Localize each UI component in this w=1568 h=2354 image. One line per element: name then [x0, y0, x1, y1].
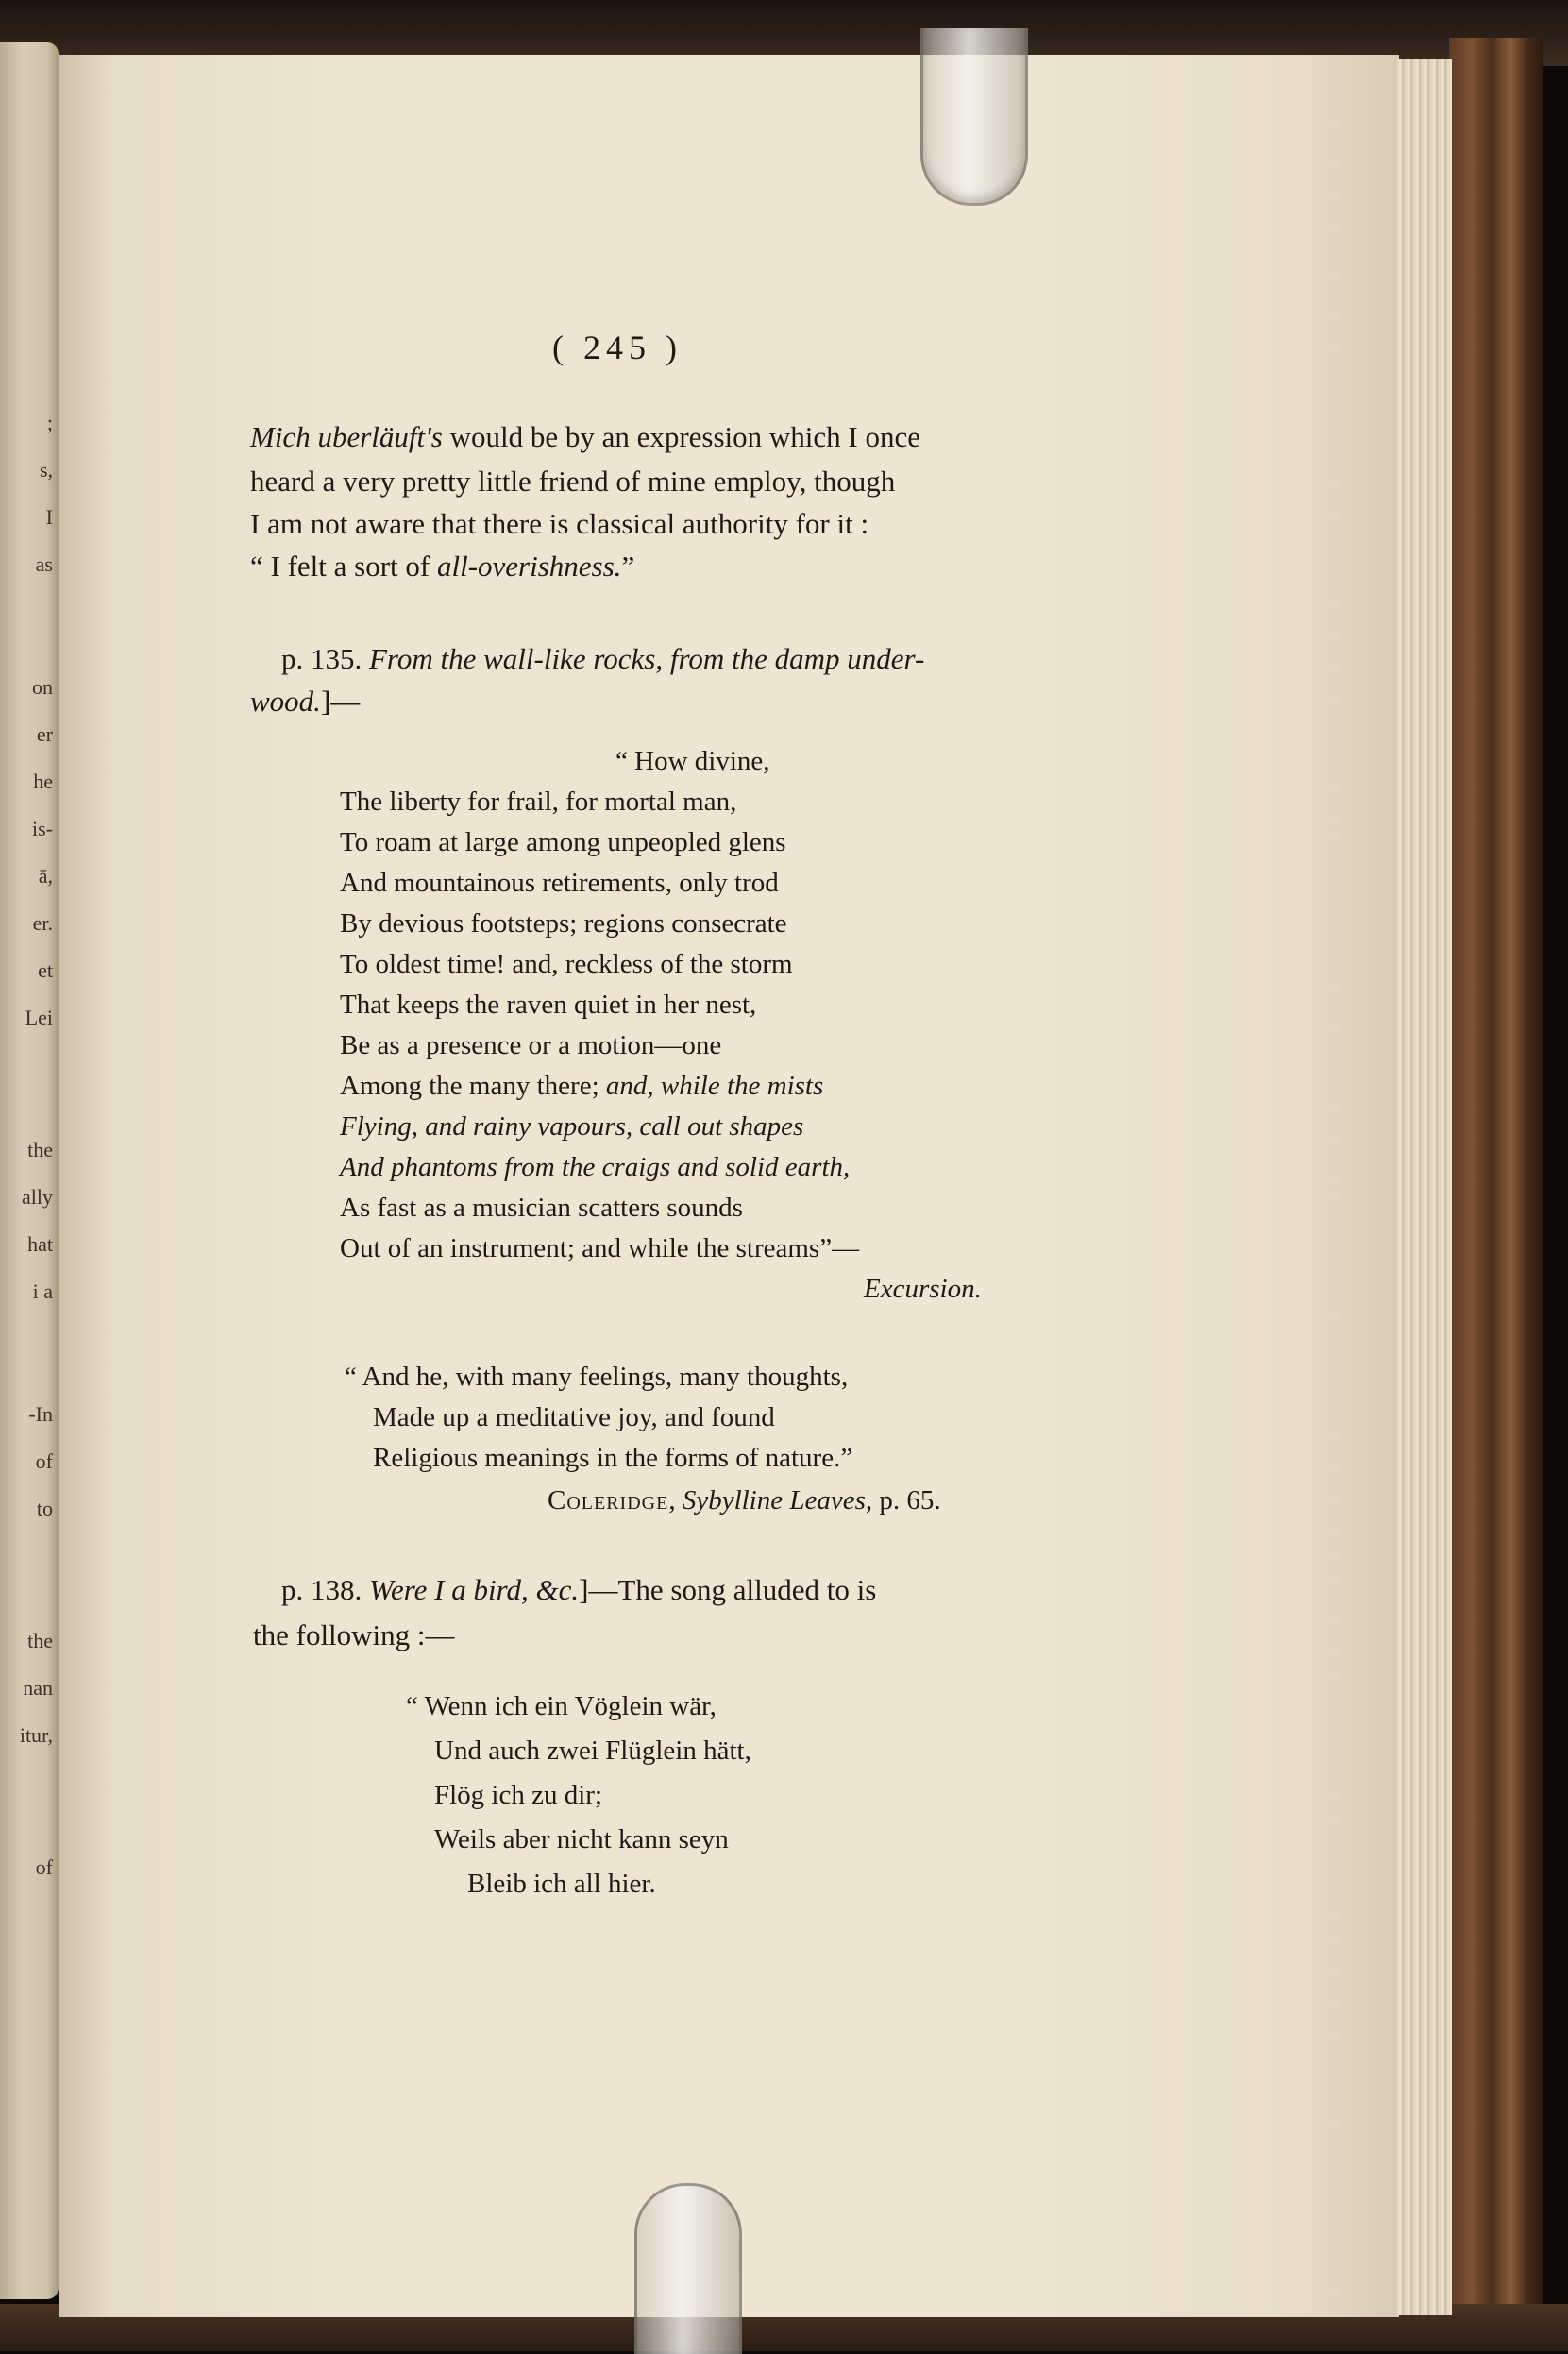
text-span: ,: [668, 1485, 683, 1516]
italic-phrase: and, while the mists: [605, 1071, 824, 1101]
margin-fragment: of: [35, 1449, 53, 1473]
song-line: “ Wenn ich ein Vöglein wär,: [406, 1691, 717, 1721]
page-reference: p. 135.: [281, 642, 369, 675]
body-line: [250, 551, 634, 581]
margin-fragment: et: [38, 958, 53, 982]
margin-fragment: he: [33, 770, 53, 793]
margin-fragment: er.: [32, 911, 53, 935]
source-author: Coleridge: [548, 1485, 669, 1516]
margin-fragment: i a: [32, 1279, 53, 1303]
note-title: wood.: [250, 685, 321, 718]
song-line: Und auch zwei Flüglein hätt,: [434, 1736, 751, 1766]
body-line: the following :—: [253, 1618, 455, 1651]
margin-fragment: the: [27, 1138, 53, 1161]
margin-fragment: -In: [28, 1402, 53, 1426]
page-clip-top: [920, 28, 1028, 206]
poem-line: Be as a presence or a motion—one: [340, 1030, 722, 1060]
previous-page-margin-text: [0, 42, 59, 2299]
body-line: [250, 422, 920, 451]
margin-fragment: ā,: [38, 864, 53, 888]
note-title: From the wall-like rocks, from the damp under-: [369, 642, 925, 675]
body-line: I am not aware that there is classical authority for it :: [250, 507, 869, 540]
italic-phrase: all-overishness.: [436, 550, 622, 583]
text-span: ]—The song alluded to is: [579, 1573, 877, 1606]
body-line: heard a very pretty little friend of mine employ, though: [250, 465, 896, 498]
note-heading: [281, 1575, 876, 1604]
note-title: Were I a bird, &c.: [369, 1573, 580, 1606]
page-reference: p. 138.: [281, 1573, 369, 1606]
margin-fragment: of: [35, 1855, 53, 1879]
song-line: Weils aber nicht kann seyn: [434, 1824, 729, 1854]
margin-fragment: is-: [32, 817, 53, 840]
margin-fragment: as: [35, 552, 53, 576]
page-clip-bottom: [634, 2183, 742, 2354]
margin-fragment: on: [32, 675, 53, 699]
margin-fragment: ;: [46, 411, 53, 434]
margin-fragment: I: [45, 505, 53, 529]
poem-line: Religious meanings in the forms of nature.”: [373, 1443, 853, 1473]
song-line: Flög ich zu dir;: [434, 1780, 603, 1810]
margin-fragment: nan: [23, 1676, 53, 1700]
text-span: Among the many there;: [340, 1071, 606, 1101]
margin-fragment: ally: [22, 1185, 53, 1209]
text-span: ”: [621, 550, 635, 583]
margin-fragment: er: [36, 722, 53, 746]
source-title: Sybylline Leaves: [682, 1485, 866, 1516]
song-line: Bleib ich all hier.: [467, 1869, 656, 1899]
book-page: [59, 55, 1399, 2317]
margin-fragment: itur,: [19, 1723, 53, 1747]
poem-line: “ How divine,: [615, 746, 770, 776]
poem-line: By devious footsteps; regions consecrate: [340, 908, 787, 939]
page-number: ( 245 ): [552, 329, 683, 366]
margin-fragment: the: [27, 1629, 53, 1652]
text-span: ]—: [320, 685, 361, 718]
page-stack-edges: [1397, 59, 1452, 2315]
poem-line: Flying, and rainy vapours, call out shapes: [340, 1111, 804, 1142]
poem-line: And phantoms from the craigs and solid earth,: [340, 1152, 851, 1182]
poem-line: And mountainous retirements, only trod: [340, 868, 779, 898]
text-span: “ I felt a sort of: [250, 550, 437, 583]
poem-line: “ And he, with many feelings, many thoughts,: [345, 1362, 849, 1392]
poem-line: Out of an instrument; and while the streams”—: [340, 1233, 860, 1263]
poem-line: The liberty for frail, for mortal man,: [340, 787, 737, 817]
margin-fragment: to: [36, 1497, 53, 1520]
poem-line: [340, 1073, 823, 1100]
note-heading-cont: [250, 686, 360, 716]
note-heading: [281, 644, 924, 673]
poem-line: Made up a meditative joy, and found: [373, 1402, 775, 1432]
poem-line: As fast as a musician scatters sounds: [340, 1193, 743, 1223]
book-cover-right: [1449, 38, 1543, 2332]
poem-line: To roam at large among unpeopled glens: [340, 827, 786, 857]
poem-source: Excursion.: [864, 1274, 982, 1304]
margin-fragment: hat: [27, 1232, 53, 1256]
poem-line: To oldest time! and, reckless of the storm: [340, 949, 793, 979]
margin-fragment: Lei: [25, 1006, 53, 1029]
text-span: , p. 65.: [865, 1485, 941, 1516]
italic-phrase: Mich uberläuft's: [250, 420, 443, 453]
margin-fragment: s,: [39, 458, 53, 482]
previous-page-edge: [0, 42, 59, 2299]
poem-line: That keeps the raven quiet in her nest,: [340, 990, 757, 1020]
text-span: would be by an expression which I once: [442, 420, 921, 453]
poem-source: [548, 1487, 941, 1515]
